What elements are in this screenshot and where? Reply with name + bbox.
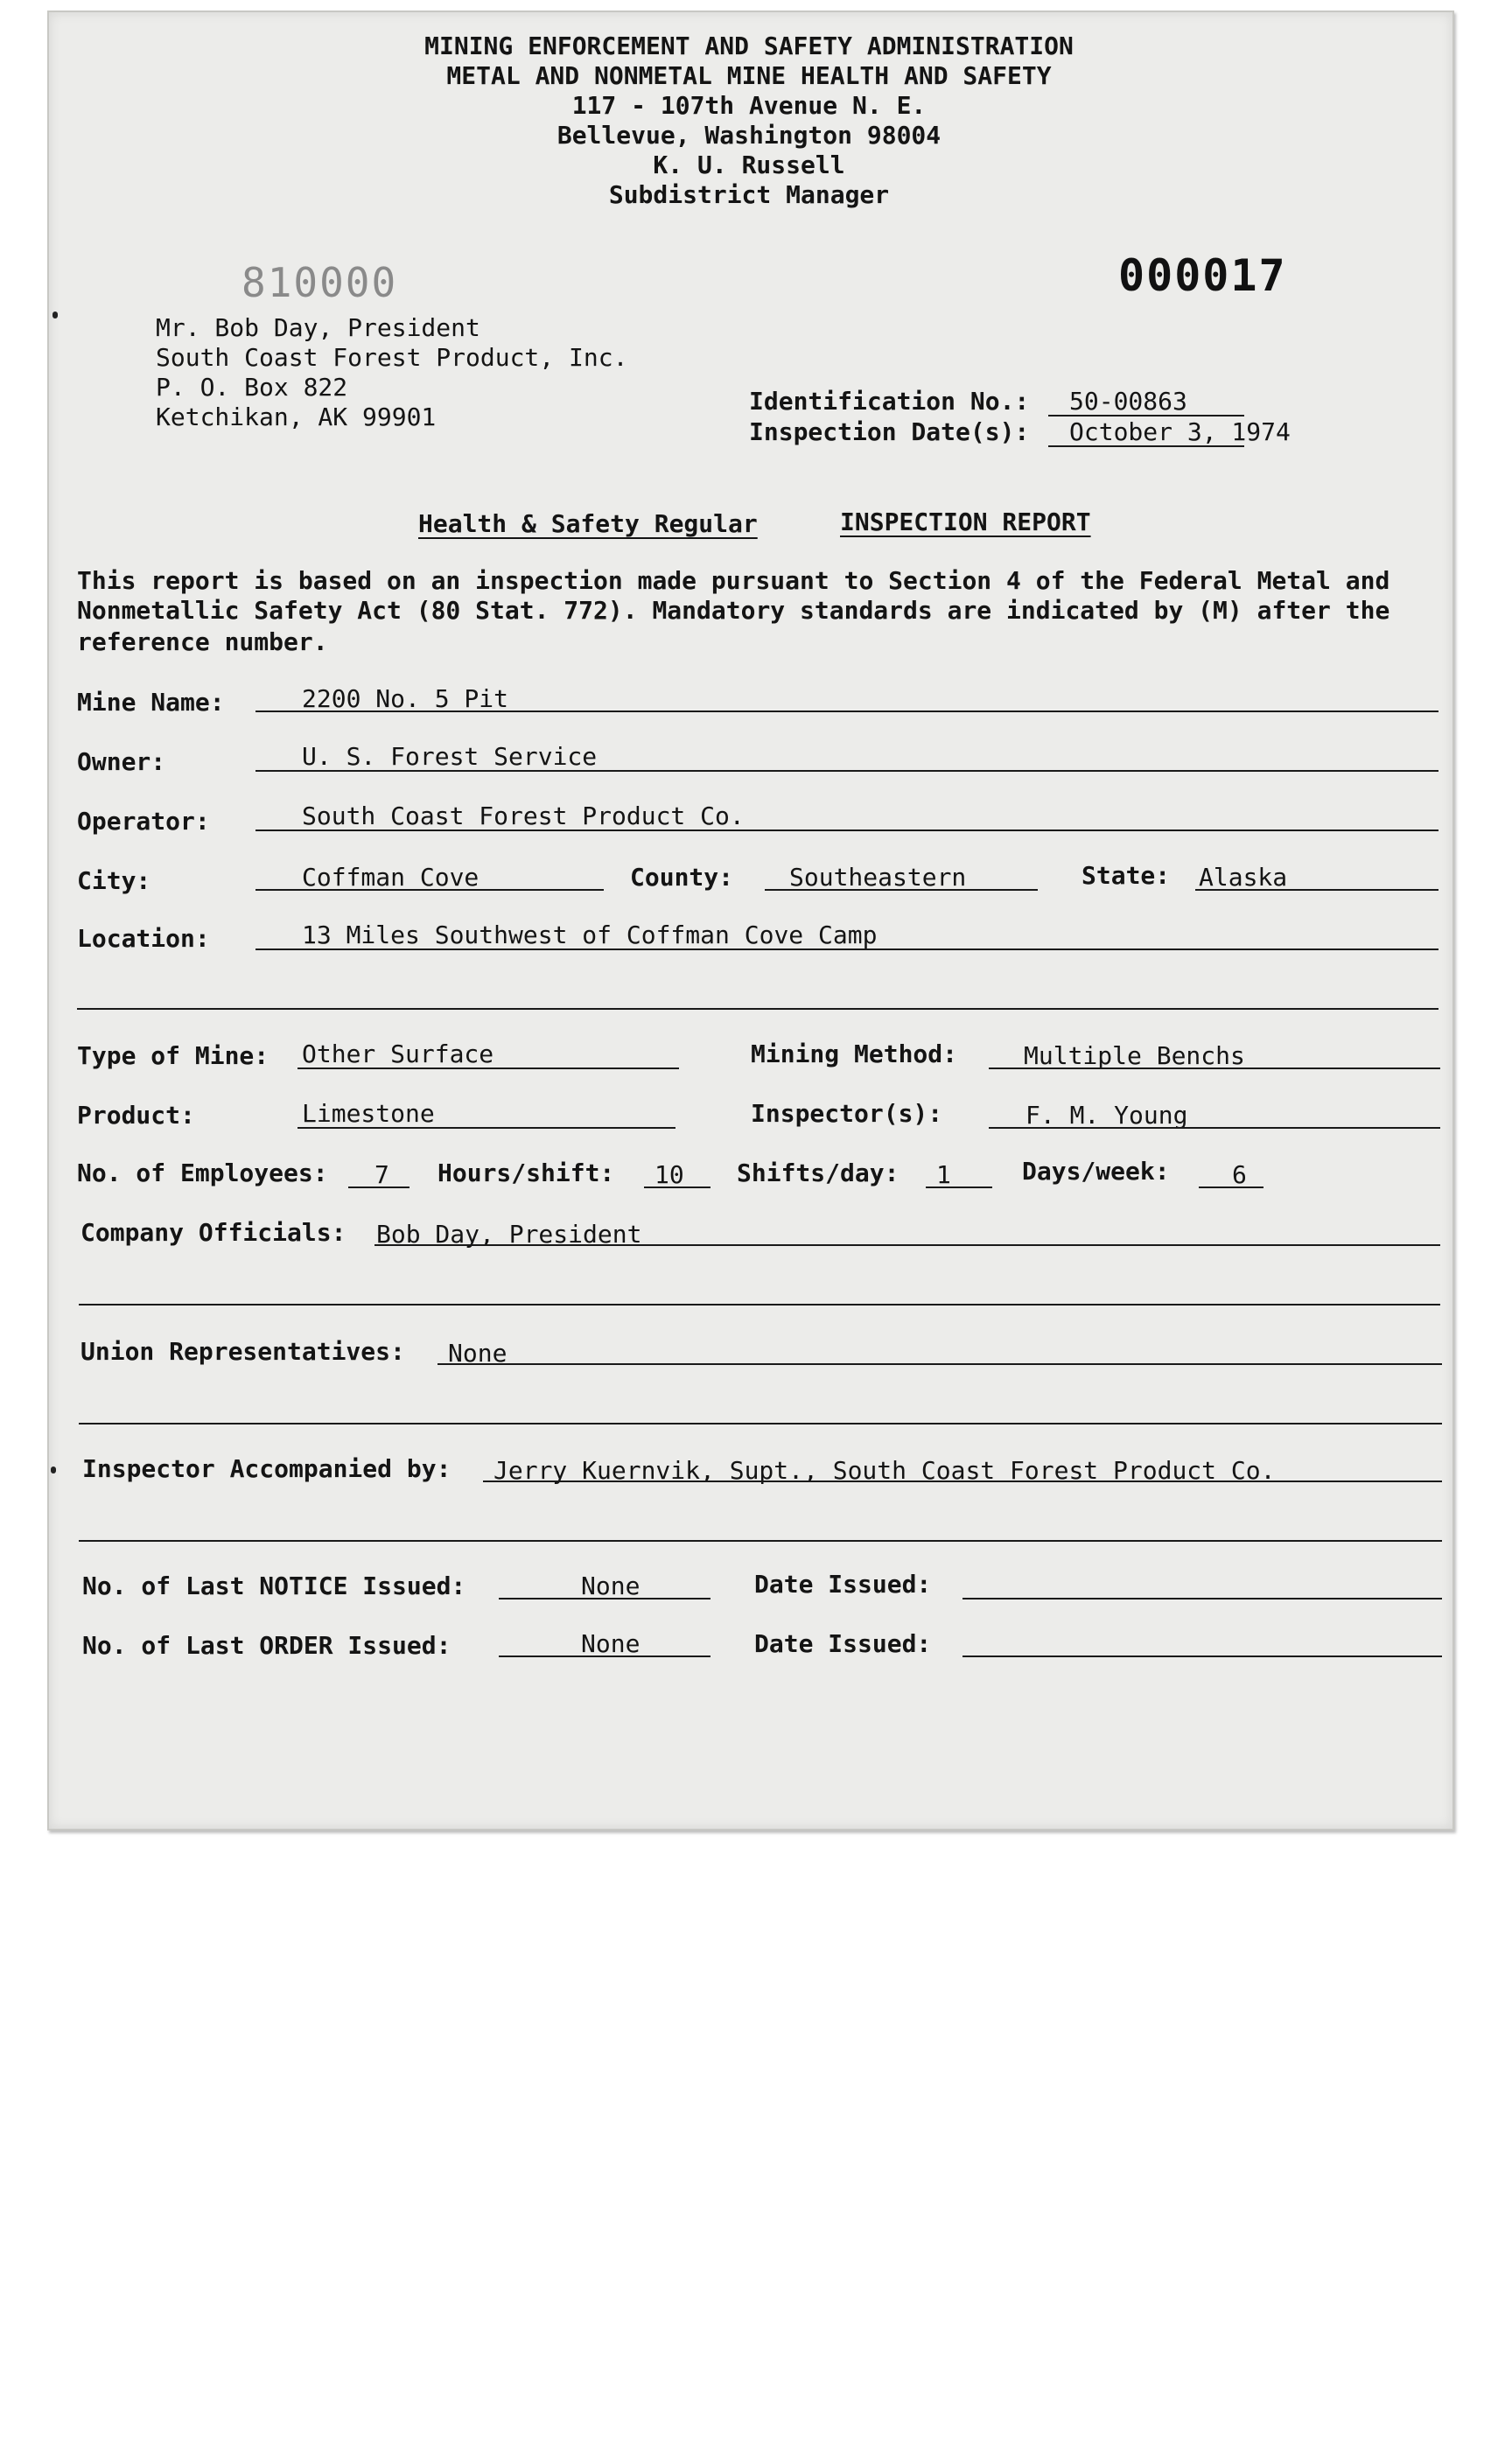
state-line [1195,889,1438,891]
mine-name-line [256,710,1438,712]
inspection-date-value: October 3, 1974 [1069,417,1291,446]
location-value: 13 Miles Southwest of Coffman Cove Camp [302,920,878,949]
location-label: Location: [77,924,210,953]
last-notice-value: None [581,1572,640,1600]
union-reps-line [438,1363,1442,1365]
type-of-mine-line [298,1068,679,1069]
accompanied-by-label: Inspector Accompanied by: [82,1454,452,1483]
employees-label: No. of Employees: [77,1158,328,1187]
union-reps-value: None [448,1339,508,1368]
days-week-label: Days/week: [1022,1157,1170,1186]
owner-value: U. S. Forest Service [302,742,598,771]
location-line-extra [77,1008,1438,1010]
agency-name: MINING ENFORCEMENT AND SAFETY ADMINISTRATION [424,32,1074,60]
inspectors-line [989,1127,1440,1129]
accompanied-by-value: Jerry Kuernvik, Supt., South Coast Forest Product Co. [494,1456,1276,1485]
inspection-date-line [1048,445,1244,447]
manager-title: Subdistrict Manager [608,180,890,209]
type-of-mine-value: Other Surface [302,1040,494,1068]
identification-label: Identification No.: [749,387,1030,416]
last-notice-label: No. of Last NOTICE Issued: [82,1572,466,1600]
union-reps-line-extra [79,1423,1442,1424]
report-title: INSPECTION REPORT [840,508,1091,536]
notice-date-label: Date Issued: [754,1570,932,1599]
hours-shift-line [644,1186,710,1188]
intro-line-3: reference number. [77,627,328,656]
mine-name-label: Mine Name: [77,688,225,717]
employees-value: 7 [374,1160,389,1189]
mining-method-label: Mining Method: [751,1040,958,1068]
county-line [765,889,1038,891]
inspectors-value: F. M. Young [1026,1101,1188,1130]
accompanied-by-line-extra [79,1540,1442,1542]
last-order-line [499,1656,710,1657]
mining-method-line [989,1068,1440,1069]
order-date-label: Date Issued: [754,1629,932,1658]
identification-value: 50-00863 [1069,387,1187,416]
addressee-pobox: P. O. Box 822 [156,373,348,402]
operator-line [256,830,1438,831]
report-type: Health & Safety Regular [418,509,758,538]
state-label: State: [1082,861,1171,890]
operator-value: South Coast Forest Product Co. [302,802,745,830]
days-week-value: 6 [1232,1160,1247,1189]
scan-speck [51,1466,56,1474]
mining-method-value: Multiple Benchs [1024,1041,1245,1070]
mine-name-value: 2200 No. 5 Pit [302,684,509,713]
owner-label: Owner: [77,747,166,776]
notice-date-line [962,1598,1442,1600]
office-street: 117 - 107th Avenue N. E. [571,91,927,120]
order-date-line [962,1656,1442,1657]
employees-line [348,1186,410,1188]
office-city: Bellevue, Washington 98004 [556,121,942,150]
stamp-number-left: 810000 [242,259,398,306]
city-value: Coffman Cove [302,863,480,892]
intro-line-2: Nonmetallic Safety Act (80 Stat. 772). Mandatory standards are indicated by (M) after the [77,596,1390,625]
product-value: Limestone [302,1099,435,1128]
accompanied-by-line [483,1480,1442,1482]
union-reps-label: Union Representatives: [80,1337,405,1366]
shifts-day-value: 1 [936,1160,951,1189]
company-officials-label: Company Officials: [80,1218,346,1247]
manager-name: K. U. Russell [653,150,845,179]
county-value: Southeastern [789,863,967,892]
last-order-value: None [581,1629,640,1658]
inspection-date-label: Inspection Date(s): [749,417,1030,446]
shifts-day-label: Shifts/day: [737,1158,900,1187]
company-officials-line [374,1244,1440,1246]
location-line [256,948,1438,950]
addressee-city: Ketchikan, AK 99901 [156,402,437,431]
company-officials-line-extra [79,1304,1440,1306]
last-notice-line [499,1598,710,1600]
product-line [298,1127,676,1129]
type-of-mine-label: Type of Mine: [77,1041,270,1070]
city-label: City: [77,866,151,895]
days-week-line [1199,1186,1264,1188]
scan-speck [52,312,58,318]
hours-shift-value: 10 [654,1160,684,1189]
addressee-company: South Coast Forest Product, Inc. [156,343,628,372]
addressee-name: Mr. Bob Day, President [156,313,480,342]
product-label: Product: [77,1101,195,1130]
shifts-day-line [926,1186,992,1188]
operator-label: Operator: [77,807,210,836]
stamp-number-right: 000017 [1118,250,1287,301]
intro-line-1: This report is based on an inspection made pursuant to Section 4 of the Federal Metal and [77,566,1390,595]
hours-shift-label: Hours/shift: [438,1158,615,1187]
last-order-label: No. of Last ORDER Issued: [82,1631,452,1660]
owner-line [256,770,1438,772]
identification-line [1048,415,1244,416]
inspectors-label: Inspector(s): [751,1099,943,1128]
state-value: Alaska [1199,863,1288,892]
county-label: County: [630,863,734,892]
city-line [256,889,604,891]
company-officials-value: Bob Day, President [376,1220,642,1249]
division-name: METAL AND NONMETAL MINE HEALTH AND SAFETY [446,61,1052,90]
